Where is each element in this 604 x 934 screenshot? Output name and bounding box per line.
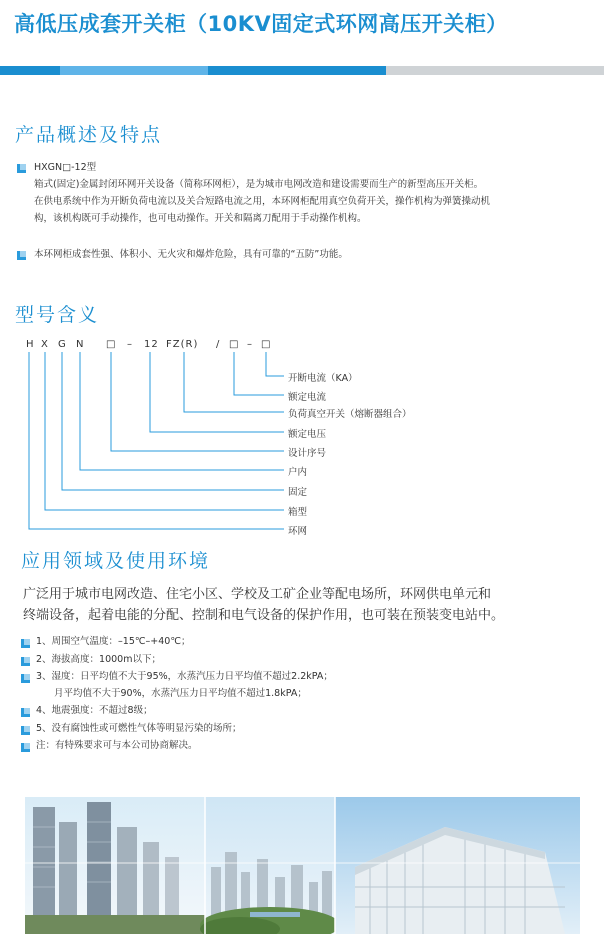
code-dash-1: – <box>127 339 133 350</box>
overview-line-3: 构，该机构既可手动操作，也可电动操作。开关和隔离刀配用于手动操作机构。 <box>34 213 367 224</box>
application-lead-line-1: 广泛用于城市电网改造、住宅小区、学校及工矿企业等配电场所，环网供电单元和 <box>23 587 492 602</box>
env-item-5: 5、没有腐蚀性或可燃性气体等明显污染的场所； <box>36 723 242 734</box>
label-rated-current: 额定电流 <box>288 392 327 403</box>
env-item-3-cont: 月平均值不大于90%，水蒸汽压力日平均值不超过1.8kPA； <box>54 688 307 699</box>
code-g: G <box>58 339 67 350</box>
code-fz: FZ(R) <box>166 339 199 350</box>
code-dash-2: – <box>247 339 253 350</box>
page-title: 高低压成套开关柜（10KV固定式环网高压开关柜） <box>14 12 508 36</box>
city-skyline-image <box>25 797 580 934</box>
application-lead <box>23 584 504 626</box>
bullet-square-icon <box>21 708 30 717</box>
label-load-switch: 负荷真空开关（熔断器组合） <box>288 409 412 420</box>
env-item-2: 2、海拔高度：1000m以下； <box>36 654 161 665</box>
overview-line-2: 在供电系统中作为开断负荷电流以及关合短路电流之用，本环网柜配用真空负荷开关，操作机构为弹簧操动机 <box>34 196 491 207</box>
application-heading: 应用领域及使用环境 <box>21 550 211 572</box>
bullet-square-icon <box>21 639 30 648</box>
bullet-square-icon <box>21 657 30 666</box>
code-box-2: □ <box>229 339 240 350</box>
overview-line-1: 箱式(固定)金属封闭环网开关设备（简称环网柜），是为城市电网改造和建设需要而生产的新型高压开关柜。 <box>34 179 484 190</box>
application-lead-line-2: 终端设备，起着电能的分配、控制和电气设备的保护作用，也可装在预装变电站中。 <box>23 608 505 623</box>
code-n: N <box>76 339 85 350</box>
env-item-4: 4、地震强度：不超过8级； <box>36 705 153 716</box>
code-box-3: □ <box>261 339 272 350</box>
code-voltage: 12 <box>144 339 159 350</box>
label-box-type: 箱型 <box>288 507 308 518</box>
bullet-square-icon <box>21 726 30 735</box>
label-breaking-current: 开断电流（KA） <box>288 373 358 384</box>
env-item-1: 1、周围空气温度：–15℃–+40℃； <box>36 636 191 647</box>
bullet-square-icon <box>21 743 30 752</box>
code-box-1: □ <box>106 339 117 350</box>
label-indoor: 户内 <box>288 467 308 478</box>
label-rated-voltage: 额定电压 <box>288 429 327 440</box>
bullet-square-icon <box>21 674 30 683</box>
code-slash: / <box>216 339 221 350</box>
model-meaning-heading: 型号含义 <box>15 304 100 326</box>
env-item-3: 3、湿度：日平均值不大于95%，水蒸汽压力日平均值不超过2.2kPA； <box>36 671 333 682</box>
city-photo-collage <box>25 797 580 934</box>
code-x: X <box>41 339 49 350</box>
label-fixed: 固定 <box>288 487 308 498</box>
label-ring-network: 环网 <box>288 526 308 537</box>
overview-heading: 产品概述及特点 <box>15 124 163 146</box>
model-name: HXGN□-12型 <box>34 162 97 173</box>
code-h: H <box>26 339 35 350</box>
env-note: 注：有特殊要求可与本公司协商解决。 <box>36 740 198 751</box>
label-design-number: 设计序号 <box>288 448 327 459</box>
overview-feature: 本环网柜成套性强、体积小、无火灾和爆炸危险，具有可靠的“五防”功能。 <box>34 249 348 260</box>
